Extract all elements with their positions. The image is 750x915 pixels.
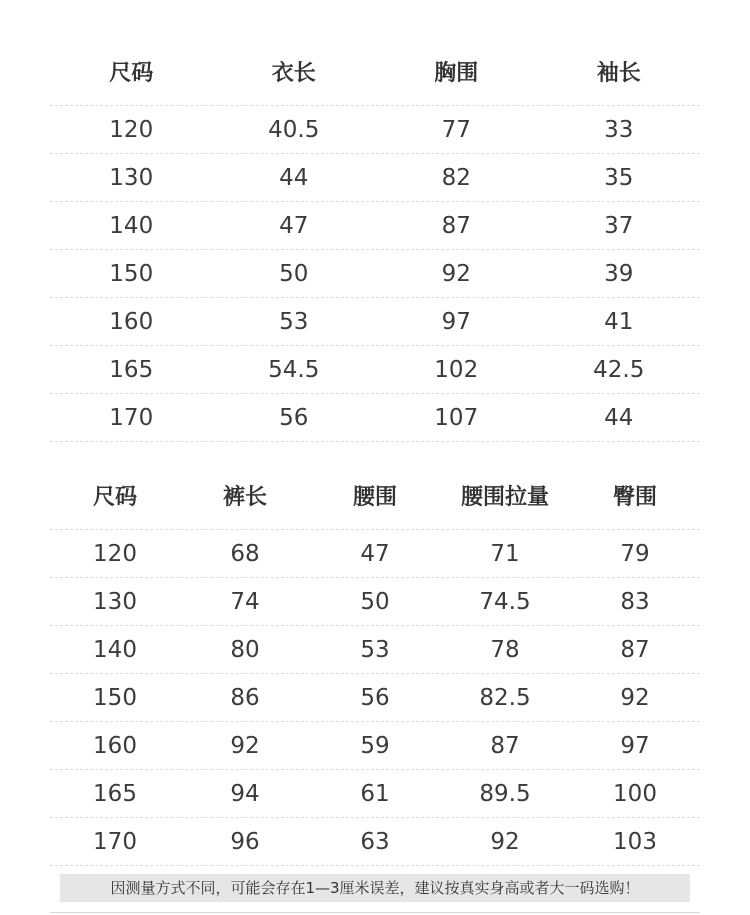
cell-waist-stretch: 78 (490, 636, 520, 663)
cell-pants-length: 86 (230, 684, 260, 711)
table-row (50, 346, 700, 394)
cell-sleeve: 39 (604, 260, 634, 287)
cell-length: 56 (279, 404, 309, 431)
cell-hip: 87 (620, 636, 650, 663)
cell-length: 44 (279, 164, 309, 191)
cell-waist-stretch: 89.5 (479, 780, 531, 807)
cell-length: 47 (279, 212, 309, 239)
cell-size: 160 (93, 732, 137, 759)
cell-hip: 83 (620, 588, 650, 615)
header-pants-length: 裤长 (222, 485, 267, 510)
cell-pants-length: 80 (230, 636, 260, 663)
cell-size: 130 (109, 164, 154, 191)
header-waist-stretch: 腰围拉量 (460, 485, 549, 510)
cell-length: 53 (279, 308, 309, 335)
cell-length: 54.5 (268, 356, 320, 383)
cell-waist: 56 (360, 684, 390, 711)
cell-sleeve: 37 (604, 212, 634, 239)
cell-sleeve: 41 (604, 308, 634, 335)
bottom-table-header (50, 462, 700, 530)
cell-chest: 102 (434, 356, 479, 383)
measurement-footnote: 因测量方式不同，可能会存在1—3厘米误差，建议按真实身高或者大一码选购！ (60, 874, 690, 902)
cell-sleeve: 42.5 (593, 356, 645, 383)
cell-waist: 63 (360, 828, 390, 855)
cell-hip: 79 (620, 540, 650, 567)
cell-chest: 82 (441, 164, 471, 191)
cell-pants-length: 94 (230, 780, 260, 807)
table-row (50, 250, 700, 298)
bottom-size-table (50, 462, 700, 866)
cell-size: 120 (109, 116, 154, 143)
cell-pants-length: 96 (230, 828, 260, 855)
header-size: 尺码 (109, 61, 154, 86)
cell-size: 150 (93, 684, 137, 711)
header-length: 衣长 (271, 61, 316, 86)
divider (50, 912, 700, 913)
cell-length: 50 (279, 260, 309, 287)
cell-chest: 92 (441, 260, 471, 287)
top-table-header (50, 38, 700, 106)
header-chest: 胸围 (434, 61, 479, 86)
cell-waist: 47 (360, 540, 390, 567)
table-row (50, 722, 700, 770)
cell-size: 120 (93, 540, 137, 567)
cell-chest: 97 (441, 308, 471, 335)
table-row (50, 578, 700, 626)
header-sleeve: 袖长 (596, 61, 641, 86)
table-row (50, 298, 700, 346)
header-hip: 臀围 (612, 485, 657, 510)
cell-hip: 100 (613, 780, 657, 807)
cell-waist-stretch: 74.5 (479, 588, 531, 615)
cell-size: 170 (109, 404, 154, 431)
table-row (50, 770, 700, 818)
cell-waist-stretch: 92 (490, 828, 520, 855)
top-size-table (50, 38, 700, 442)
table-row (50, 106, 700, 154)
cell-sleeve: 35 (604, 164, 634, 191)
cell-sleeve: 33 (604, 116, 634, 143)
cell-waist-stretch: 71 (490, 540, 520, 567)
table-row (50, 530, 700, 578)
cell-pants-length: 92 (230, 732, 260, 759)
cell-size: 165 (93, 780, 137, 807)
table-row (50, 626, 700, 674)
table-row (50, 154, 700, 202)
cell-pants-length: 74 (230, 588, 260, 615)
cell-chest: 87 (441, 212, 471, 239)
cell-hip: 97 (620, 732, 650, 759)
table-row (50, 202, 700, 250)
cell-size: 130 (93, 588, 137, 615)
cell-sleeve: 44 (604, 404, 634, 431)
table-row (50, 818, 700, 866)
cell-waist: 53 (360, 636, 390, 663)
cell-size: 140 (93, 636, 137, 663)
cell-waist-stretch: 87 (490, 732, 520, 759)
cell-size: 160 (109, 308, 154, 335)
cell-size: 165 (109, 356, 154, 383)
cell-chest: 77 (441, 116, 471, 143)
cell-chest: 107 (434, 404, 479, 431)
header-size: 尺码 (92, 485, 137, 510)
cell-length: 40.5 (268, 116, 320, 143)
header-waist: 腰围 (352, 485, 397, 510)
cell-size: 140 (109, 212, 154, 239)
cell-hip: 92 (620, 684, 650, 711)
cell-size: 170 (93, 828, 137, 855)
cell-waist: 61 (360, 780, 390, 807)
cell-pants-length: 68 (230, 540, 260, 567)
table-row (50, 394, 700, 442)
cell-waist: 59 (360, 732, 390, 759)
cell-waist: 50 (360, 588, 390, 615)
cell-size: 150 (109, 260, 154, 287)
table-row (50, 674, 700, 722)
cell-hip: 103 (613, 828, 657, 855)
cell-waist-stretch: 82.5 (479, 684, 531, 711)
